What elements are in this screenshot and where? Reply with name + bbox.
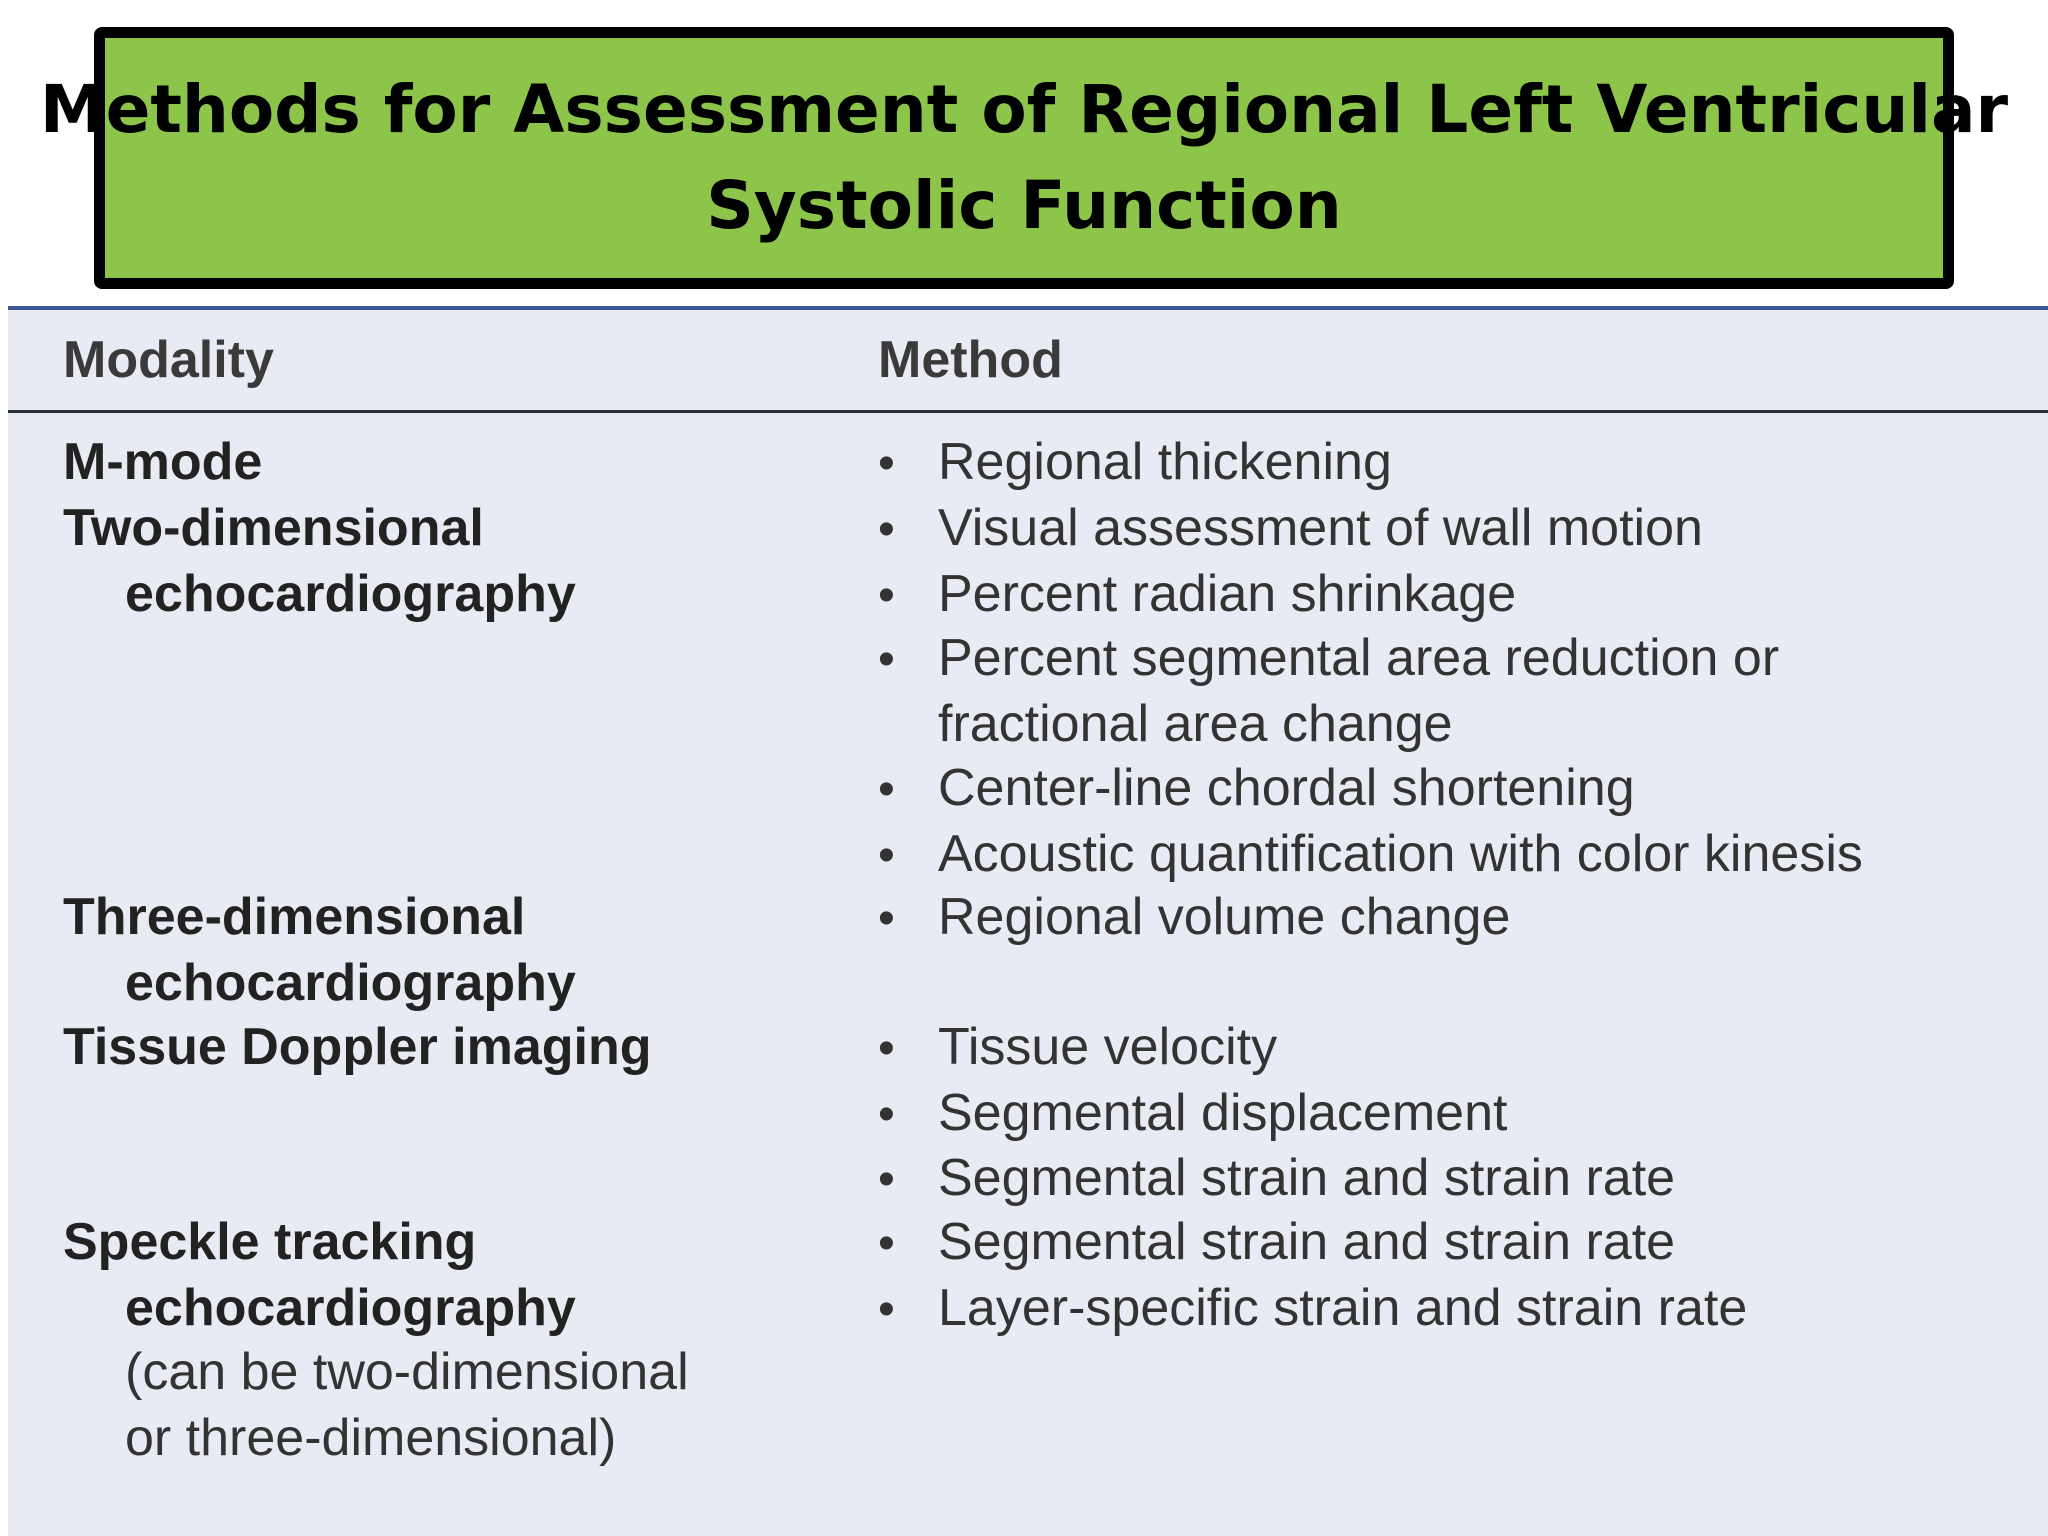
method-item: • Segmental strain and strain rate <box>878 1212 1675 1274</box>
method-item: • Percent radian shrinkage <box>878 564 1516 626</box>
table-header-row <box>8 310 2048 413</box>
modality-ste-line2: echocardiography <box>125 1279 576 1337</box>
modality-ste-note-line1: (can be two-dimensional <box>125 1343 689 1401</box>
method-item-continuation: fractional area change <box>938 695 1453 753</box>
modality-2d-line2: echocardiography <box>125 565 576 623</box>
modality-ste-line1: Speckle tracking <box>63 1213 477 1271</box>
modality-tdi: Tissue Doppler imaging <box>63 1018 652 1076</box>
method-item: • Regional volume change <box>878 887 1510 949</box>
bullet-icon: • <box>878 1022 895 1075</box>
title-line-1: Methods for Assessment of Regional Left Ventricular <box>39 71 2009 148</box>
header-method: Method <box>878 331 1063 389</box>
bullet-icon: • <box>878 1217 895 1270</box>
method-item: • Segmental strain and strain rate <box>878 1148 1675 1210</box>
bullet-icon: • <box>878 1283 895 1336</box>
method-item: • Visual assessment of wall motion <box>878 498 1703 560</box>
bullet-icon: • <box>878 437 895 490</box>
method-item: • Center-line chordal shortening <box>878 758 1635 820</box>
method-item: • Tissue velocity <box>878 1017 1277 1079</box>
method-item: • Layer-specific strain and strain rate <box>878 1278 1747 1340</box>
method-item: • Segmental displacement <box>878 1083 1507 1145</box>
modality-3d-line1: Three-dimensional <box>63 888 526 946</box>
bullet-icon: • <box>878 892 895 945</box>
modality-3d-line2: echocardiography <box>125 954 576 1012</box>
modality-2d-line1: Two-dimensional <box>63 499 484 557</box>
bullet-icon: • <box>878 569 895 622</box>
title-banner <box>39 27 2009 289</box>
title-line-2: Systolic Function <box>706 167 1342 244</box>
bullet-icon: • <box>878 633 895 686</box>
bullet-icon: • <box>878 763 895 816</box>
modality-ste-note-line2: or three-dimensional) <box>125 1409 617 1467</box>
bullet-icon: • <box>878 829 895 882</box>
modality-m-mode: M-mode <box>63 433 263 491</box>
bullet-icon: • <box>878 503 895 556</box>
method-item: • Percent segmental area reduction or <box>878 628 1779 690</box>
method-item: • Regional thickening <box>878 432 1392 494</box>
header-modality: Modality <box>63 331 274 389</box>
method-item: • Acoustic quantification with color kinesis <box>878 824 1863 886</box>
bullet-icon: • <box>878 1088 895 1141</box>
title-panel <box>39 38 2009 278</box>
bullet-icon: • <box>878 1153 895 1206</box>
methods-table <box>8 306 2048 1536</box>
